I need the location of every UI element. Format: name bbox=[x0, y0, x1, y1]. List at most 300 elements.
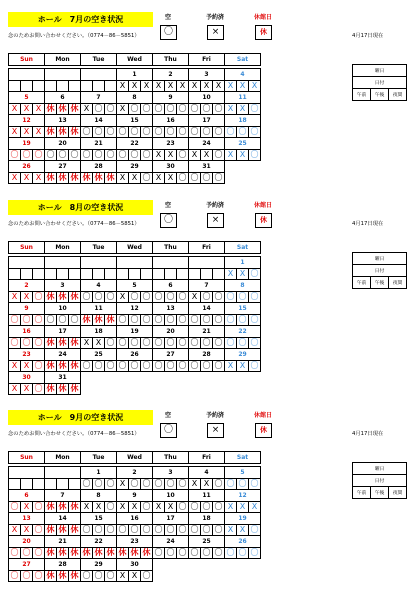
calendar-grid bbox=[8, 241, 261, 395]
slot-cell: 〇 bbox=[106, 150, 115, 160]
slot-cell: 休 bbox=[46, 361, 55, 371]
slot-cell: 〇 bbox=[166, 479, 175, 489]
slot-cell: 〇 bbox=[34, 384, 43, 394]
day-number: 19 bbox=[9, 138, 45, 150]
weekday-header: Fri bbox=[189, 452, 225, 464]
slot-cell: 〇 bbox=[154, 338, 163, 348]
slot-cell: 〇 bbox=[226, 338, 235, 348]
calendar-grid bbox=[8, 451, 261, 582]
slot-cell: 〇 bbox=[118, 361, 127, 371]
day-number: 29 bbox=[225, 349, 261, 361]
slot-cell: X bbox=[117, 80, 129, 92]
day-number: 19 bbox=[225, 513, 261, 525]
day-number bbox=[153, 559, 189, 571]
slot-cell: 休 bbox=[58, 361, 67, 371]
slot-cell bbox=[69, 268, 81, 280]
slot-cell: 休 bbox=[46, 571, 55, 581]
day-number: 23 bbox=[117, 536, 153, 548]
slot-cell: 〇 bbox=[238, 548, 247, 558]
weekday-header: Sun bbox=[9, 452, 45, 464]
slot-cell bbox=[225, 172, 237, 184]
slot-cell: 休 bbox=[70, 338, 79, 348]
slot-cell bbox=[177, 570, 189, 582]
slot-cell: X bbox=[129, 172, 141, 184]
slot-cell: X bbox=[129, 501, 141, 513]
slot-cell: 〇 bbox=[250, 150, 259, 160]
weekday-header: Tue bbox=[81, 54, 117, 66]
calendar-grid bbox=[8, 53, 261, 184]
slot-cell: 〇 bbox=[178, 548, 187, 558]
slot-cell: 〇 bbox=[166, 338, 175, 348]
slot-cell: 〇 bbox=[94, 525, 103, 535]
slot-cell: 〇 bbox=[178, 338, 187, 348]
slot-cell bbox=[153, 383, 165, 395]
slot-cell: 〇 bbox=[82, 571, 91, 581]
slot-cell: X bbox=[9, 126, 21, 138]
day-number: 4 bbox=[81, 280, 117, 292]
slot-cell: 休 bbox=[58, 173, 67, 183]
day-number: 30 bbox=[153, 161, 189, 173]
slot-cell: 〇 bbox=[142, 150, 151, 160]
side-slot-label: 午後 bbox=[371, 487, 389, 499]
day-number: 26 bbox=[117, 349, 153, 361]
inquiry-note: 念のためお問い合わせください。（0774－86－5851） bbox=[8, 221, 140, 227]
day-number: 7 bbox=[189, 280, 225, 292]
slot-cell bbox=[81, 80, 93, 92]
slot-cell: 〇 bbox=[94, 361, 103, 371]
slot-cell: 〇 bbox=[142, 127, 151, 137]
day-number: 25 bbox=[189, 536, 225, 548]
slot-cell: 〇 bbox=[154, 361, 163, 371]
day-number bbox=[117, 372, 153, 384]
slot-cell: 〇 bbox=[178, 525, 187, 535]
day-number: 23 bbox=[9, 349, 45, 361]
slot-cell: 休 bbox=[82, 173, 91, 183]
slot-cell: X bbox=[189, 149, 201, 161]
slot-cell: 休 bbox=[46, 502, 55, 512]
slot-cell bbox=[213, 570, 225, 582]
slot-cell bbox=[213, 268, 225, 280]
slot-cell: 〇 bbox=[142, 502, 151, 512]
day-number: 28 bbox=[45, 559, 81, 571]
slot-cell: 〇 bbox=[190, 548, 199, 558]
day-number: 26 bbox=[225, 536, 261, 548]
slot-cell bbox=[57, 478, 69, 490]
slot-cell bbox=[189, 383, 201, 395]
slot-cell: X bbox=[81, 337, 93, 349]
slot-cell: 〇 bbox=[106, 479, 115, 489]
legend-booked-box: × bbox=[207, 25, 224, 40]
slot-cell: 〇 bbox=[82, 150, 91, 160]
slot-cell bbox=[249, 383, 261, 395]
slot-cell: X bbox=[117, 501, 129, 513]
slot-cell bbox=[33, 80, 45, 92]
slot-cell: 〇 bbox=[190, 502, 199, 512]
slot-cell bbox=[141, 383, 153, 395]
legend-vacant-label: 空 bbox=[164, 202, 171, 209]
slot-cell: 〇 bbox=[34, 548, 43, 558]
slot-cell: 休 bbox=[58, 384, 67, 394]
slot-cell: X bbox=[225, 524, 237, 536]
slot-cell: 〇 bbox=[46, 150, 55, 160]
slot-cell: 〇 bbox=[10, 502, 19, 512]
slot-cell: 〇 bbox=[82, 525, 91, 535]
slot-cell: 休 bbox=[46, 127, 55, 137]
legend-closed-label: 休館日 bbox=[253, 202, 272, 209]
slot-cell: 〇 bbox=[10, 315, 19, 325]
legend-booked-label: 予約済 bbox=[205, 14, 224, 21]
slot-cell: 〇 bbox=[142, 525, 151, 535]
slot-cell bbox=[249, 570, 261, 582]
slot-cell: 休 bbox=[58, 292, 67, 302]
slot-cell: 〇 bbox=[34, 525, 43, 535]
slot-cell: 〇 bbox=[202, 292, 211, 302]
slot-cell: 〇 bbox=[250, 315, 259, 325]
slot-cell: X bbox=[9, 103, 21, 115]
weekday-header: Thu bbox=[153, 54, 189, 66]
slot-cell: X bbox=[225, 501, 237, 513]
side-hizuke: 日付 bbox=[353, 77, 407, 89]
slot-cell: 〇 bbox=[250, 548, 259, 558]
slot-cell: 〇 bbox=[82, 361, 91, 371]
slot-cell: 〇 bbox=[130, 150, 139, 160]
day-number: 20 bbox=[45, 138, 81, 150]
slot-cell: 休 bbox=[70, 548, 79, 558]
slot-cell: 〇 bbox=[154, 315, 163, 325]
slot-cell: 〇 bbox=[94, 127, 103, 137]
slot-cell bbox=[21, 80, 33, 92]
slot-cell: X bbox=[33, 103, 45, 115]
side-hizuke: 日付 bbox=[353, 265, 407, 277]
slot-cell: 〇 bbox=[58, 315, 67, 325]
slot-cell: 〇 bbox=[118, 525, 127, 535]
slot-cell: 〇 bbox=[82, 292, 91, 302]
day-number: 19 bbox=[117, 326, 153, 338]
slot-cell: 〇 bbox=[106, 127, 115, 137]
slot-cell: 休 bbox=[58, 548, 67, 558]
weekday-header: Thu bbox=[153, 452, 189, 464]
day-number: 28 bbox=[189, 349, 225, 361]
day-number: 8 bbox=[225, 280, 261, 292]
day-number bbox=[189, 559, 225, 571]
day-number: 30 bbox=[9, 372, 45, 384]
day-number: 7 bbox=[81, 92, 117, 104]
slot-cell: X bbox=[225, 80, 237, 92]
side-slot-label: 午前 bbox=[353, 89, 371, 101]
slot-cell: 休 bbox=[142, 548, 151, 558]
slot-cell: 〇 bbox=[178, 479, 187, 489]
slot-cell bbox=[9, 80, 21, 92]
weekday-header: Tue bbox=[81, 452, 117, 464]
slot-cell bbox=[81, 383, 93, 395]
weekday-header: Sun bbox=[9, 54, 45, 66]
side-youbi: 曜日 bbox=[353, 65, 407, 77]
slot-cell bbox=[117, 268, 129, 280]
month-title: ホール 7月の空き状況 bbox=[8, 12, 153, 27]
slot-cell: X bbox=[201, 478, 213, 490]
day-number bbox=[225, 161, 261, 173]
slot-cell: 〇 bbox=[10, 548, 19, 558]
slot-cell: 〇 bbox=[202, 104, 211, 114]
day-number: 3 bbox=[153, 467, 189, 479]
day-number: 8 bbox=[117, 92, 153, 104]
slot-cell: 〇 bbox=[22, 338, 31, 348]
day-number: 5 bbox=[225, 467, 261, 479]
slot-cell: 〇 bbox=[130, 127, 139, 137]
day-number: 18 bbox=[225, 115, 261, 127]
slot-cell: 〇 bbox=[142, 361, 151, 371]
slot-cell bbox=[45, 268, 57, 280]
slot-cell: 〇 bbox=[202, 173, 211, 183]
slot-cell: 〇 bbox=[250, 479, 259, 489]
slot-cell bbox=[225, 570, 237, 582]
slot-cell: 〇 bbox=[34, 502, 43, 512]
slot-cell: 〇 bbox=[226, 479, 235, 489]
legend-closed-label: 休館日 bbox=[253, 412, 272, 419]
legend-booked-box: × bbox=[207, 213, 224, 228]
day-number: 17 bbox=[153, 513, 189, 525]
slot-cell: X bbox=[225, 360, 237, 372]
slot-cell: X bbox=[153, 149, 165, 161]
day-number: 12 bbox=[225, 490, 261, 502]
slot-cell: X bbox=[21, 291, 33, 303]
slot-cell bbox=[9, 268, 21, 280]
slot-cell: X bbox=[237, 501, 249, 513]
slot-cell: 〇 bbox=[178, 104, 187, 114]
slot-cell: 〇 bbox=[178, 150, 187, 160]
slot-cell bbox=[93, 80, 105, 92]
day-number: 27 bbox=[45, 161, 81, 173]
slot-cell: X bbox=[165, 149, 177, 161]
day-number: 11 bbox=[225, 92, 261, 104]
slot-cell: 休 bbox=[58, 525, 67, 535]
slot-cell: 〇 bbox=[202, 361, 211, 371]
weekday-header: Tue bbox=[81, 242, 117, 254]
day-number: 2 bbox=[9, 280, 45, 292]
slot-cell: X bbox=[225, 103, 237, 115]
day-number: 15 bbox=[81, 513, 117, 525]
slot-cell: 〇 bbox=[250, 361, 259, 371]
slot-cell: X bbox=[117, 103, 129, 115]
slot-cell: 〇 bbox=[178, 173, 187, 183]
day-number: 2 bbox=[117, 467, 153, 479]
slot-cell bbox=[129, 383, 141, 395]
slot-cell: 〇 bbox=[238, 338, 247, 348]
day-number: 12 bbox=[9, 115, 45, 127]
slot-cell: 〇 bbox=[142, 104, 151, 114]
weekday-header: Mon bbox=[45, 242, 81, 254]
slot-cell: 〇 bbox=[34, 338, 43, 348]
slot-cell: 休 bbox=[106, 315, 115, 325]
slot-cell: 〇 bbox=[82, 479, 91, 489]
month-title: ホール 8月の空き状況 bbox=[8, 200, 153, 215]
weekday-header: Sat bbox=[225, 54, 261, 66]
slot-cell: X bbox=[237, 524, 249, 536]
slot-cell: 休 bbox=[70, 525, 79, 535]
legend-vacant-box: 〇 bbox=[160, 213, 177, 228]
day-number: 22 bbox=[117, 138, 153, 150]
side-slot-label: 午後 bbox=[371, 277, 389, 289]
slot-cell bbox=[45, 80, 57, 92]
slot-cell: 〇 bbox=[202, 548, 211, 558]
legend-booked-label: 予約済 bbox=[205, 412, 224, 419]
slot-cell: 〇 bbox=[22, 548, 31, 558]
weekday-header: Fri bbox=[189, 242, 225, 254]
time-slot-key bbox=[352, 252, 407, 289]
slot-cell: X bbox=[237, 268, 249, 280]
slot-cell bbox=[93, 383, 105, 395]
side-slot-label: 午後 bbox=[371, 89, 389, 101]
slot-cell: X bbox=[21, 126, 33, 138]
slot-cell: 休 bbox=[94, 315, 103, 325]
slot-cell: 〇 bbox=[106, 571, 115, 581]
slot-cell: 休 bbox=[118, 548, 127, 558]
slot-cell: 〇 bbox=[250, 127, 259, 137]
slot-cell: 〇 bbox=[226, 315, 235, 325]
slot-cell: 〇 bbox=[214, 104, 223, 114]
legend-booked-label: 予約済 bbox=[205, 202, 224, 209]
slot-cell: 〇 bbox=[142, 315, 151, 325]
slot-cell bbox=[129, 268, 141, 280]
slot-cell: 〇 bbox=[226, 127, 235, 137]
legend-closed-box: 休 bbox=[255, 25, 272, 40]
slot-cell bbox=[105, 80, 117, 92]
day-number: 4 bbox=[225, 69, 261, 81]
slot-cell: 〇 bbox=[106, 361, 115, 371]
day-number bbox=[45, 467, 81, 479]
day-number: 18 bbox=[189, 513, 225, 525]
slot-cell: 〇 bbox=[238, 292, 247, 302]
slot-cell: X bbox=[201, 149, 213, 161]
slot-cell bbox=[69, 80, 81, 92]
day-number: 28 bbox=[81, 161, 117, 173]
day-number bbox=[153, 372, 189, 384]
day-number: 25 bbox=[225, 138, 261, 150]
slot-cell bbox=[57, 80, 69, 92]
slot-cell: X bbox=[9, 524, 21, 536]
slot-cell: 〇 bbox=[10, 571, 19, 581]
slot-cell: 〇 bbox=[190, 104, 199, 114]
day-number: 14 bbox=[45, 513, 81, 525]
day-number bbox=[81, 69, 117, 81]
slot-cell: 〇 bbox=[214, 127, 223, 137]
slot-cell: X bbox=[249, 501, 261, 513]
legend-closed-box: 休 bbox=[255, 213, 272, 228]
slot-cell: 〇 bbox=[34, 292, 43, 302]
slot-cell: X bbox=[237, 103, 249, 115]
slot-cell: 〇 bbox=[202, 338, 211, 348]
slot-cell: X bbox=[9, 172, 21, 184]
side-youbi: 曜日 bbox=[353, 463, 407, 475]
slot-cell bbox=[201, 268, 213, 280]
slot-cell: 休 bbox=[58, 338, 67, 348]
slot-cell: 〇 bbox=[178, 502, 187, 512]
slot-cell: 〇 bbox=[214, 525, 223, 535]
slot-cell: 休 bbox=[130, 548, 139, 558]
day-number: 27 bbox=[9, 559, 45, 571]
slot-cell: X bbox=[237, 80, 249, 92]
day-number bbox=[225, 372, 261, 384]
side-slot-label: 午前 bbox=[353, 487, 371, 499]
slot-cell: X bbox=[225, 149, 237, 161]
slot-cell: X bbox=[141, 80, 153, 92]
slot-cell: 〇 bbox=[130, 479, 139, 489]
day-number: 3 bbox=[189, 69, 225, 81]
day-number: 14 bbox=[189, 303, 225, 315]
day-number: 16 bbox=[117, 513, 153, 525]
slot-cell: X bbox=[21, 501, 33, 513]
slot-cell bbox=[153, 570, 165, 582]
slot-cell: 〇 bbox=[118, 127, 127, 137]
slot-cell: 休 bbox=[82, 548, 91, 558]
day-number: 1 bbox=[117, 69, 153, 81]
slot-cell: 〇 bbox=[214, 479, 223, 489]
slot-cell: 休 bbox=[46, 173, 55, 183]
slot-cell: 〇 bbox=[190, 361, 199, 371]
slot-cell: X bbox=[93, 501, 105, 513]
slot-cell bbox=[141, 268, 153, 280]
month-panel bbox=[0, 410, 413, 600]
slot-cell: 〇 bbox=[178, 361, 187, 371]
weekday-header: Sat bbox=[225, 452, 261, 464]
day-number: 21 bbox=[189, 326, 225, 338]
slot-cell: 休 bbox=[58, 104, 67, 114]
day-number: 31 bbox=[45, 372, 81, 384]
slot-cell bbox=[105, 268, 117, 280]
slot-cell: 〇 bbox=[142, 571, 151, 581]
slot-cell: 休 bbox=[82, 315, 91, 325]
slot-cell: 〇 bbox=[214, 502, 223, 512]
slot-cell bbox=[189, 268, 201, 280]
slot-cell: 〇 bbox=[190, 315, 199, 325]
slot-cell bbox=[225, 383, 237, 395]
day-number: 17 bbox=[189, 115, 225, 127]
slot-cell: X bbox=[153, 172, 165, 184]
slot-cell: 〇 bbox=[238, 479, 247, 489]
slot-cell: 休 bbox=[46, 384, 55, 394]
slot-cell: 〇 bbox=[118, 338, 127, 348]
slot-cell bbox=[117, 383, 129, 395]
day-number: 9 bbox=[153, 92, 189, 104]
slot-cell: 〇 bbox=[154, 292, 163, 302]
weekday-header: Sat bbox=[225, 242, 261, 254]
slot-cell: 〇 bbox=[130, 104, 139, 114]
slot-cell: 〇 bbox=[166, 525, 175, 535]
slot-cell: 休 bbox=[94, 548, 103, 558]
slot-cell: 〇 bbox=[118, 315, 127, 325]
slot-cell bbox=[81, 268, 93, 280]
day-number bbox=[189, 372, 225, 384]
slot-cell: 〇 bbox=[214, 548, 223, 558]
slot-cell bbox=[153, 268, 165, 280]
slot-cell: 〇 bbox=[130, 361, 139, 371]
slot-cell: 〇 bbox=[94, 150, 103, 160]
day-number: 13 bbox=[45, 115, 81, 127]
as-of-date: 4月17日現在 bbox=[352, 33, 384, 39]
day-number bbox=[81, 372, 117, 384]
legend-vacant-box: 〇 bbox=[160, 25, 177, 40]
day-number: 20 bbox=[153, 326, 189, 338]
slot-cell: X bbox=[21, 383, 33, 395]
slot-cell: 休 bbox=[58, 502, 67, 512]
slot-cell: 〇 bbox=[154, 479, 163, 489]
slot-cell: 〇 bbox=[214, 292, 223, 302]
slot-cell: 〇 bbox=[166, 127, 175, 137]
slot-cell bbox=[21, 268, 33, 280]
side-slot-label: 午前 bbox=[353, 277, 371, 289]
slot-cell: 〇 bbox=[166, 548, 175, 558]
slot-cell: X bbox=[189, 80, 201, 92]
